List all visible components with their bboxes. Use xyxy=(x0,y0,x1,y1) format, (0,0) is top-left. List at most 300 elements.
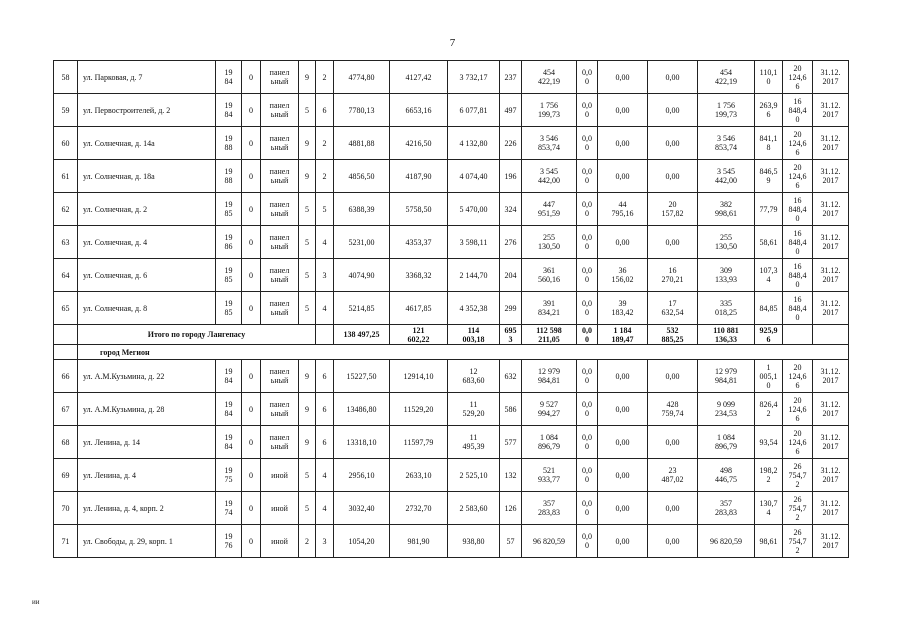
cell: 61 xyxy=(54,160,78,193)
cell: 5 xyxy=(299,459,316,492)
cell: 16 848,4 0 xyxy=(783,259,813,292)
cell: 0,00 xyxy=(598,459,648,492)
cell: 31.12. 2017 xyxy=(813,426,849,459)
cell: 19 84 xyxy=(216,393,242,426)
cell: 826,4 2 xyxy=(755,393,783,426)
cell: 9 xyxy=(299,393,316,426)
cell: 19 88 xyxy=(216,160,242,193)
cell: панел ьный xyxy=(261,360,299,393)
cell: 9 xyxy=(299,127,316,160)
cell: 1 084 896,79 xyxy=(698,426,755,459)
cell: 0,0 0 xyxy=(577,127,598,160)
cell: 65 xyxy=(54,292,78,325)
cell: 497 xyxy=(500,94,522,127)
cell: 5 xyxy=(299,193,316,226)
cell: 586 xyxy=(500,393,522,426)
cell: 31.12. 2017 xyxy=(813,94,849,127)
cell: 0 xyxy=(242,259,261,292)
housing-table xyxy=(53,60,849,558)
cell: 0 xyxy=(242,127,261,160)
cell: 9 xyxy=(299,160,316,193)
cell: 0,00 xyxy=(598,226,648,259)
cell: 13486,80 xyxy=(334,393,390,426)
cell: 20 124,6 6 xyxy=(783,160,813,193)
cell: 96 820,59 xyxy=(522,525,577,558)
cell: 2 xyxy=(316,127,334,160)
cell: 16 270,21 xyxy=(648,259,698,292)
cell: 0,00 xyxy=(648,226,698,259)
cell: 3 xyxy=(316,259,334,292)
table-row xyxy=(54,492,849,525)
address-cell: ул. Солнечная, д. 6 xyxy=(78,259,216,292)
cell: 19 84 xyxy=(216,360,242,393)
cell: 26 754,7 2 xyxy=(783,525,813,558)
cell: 0 xyxy=(242,459,261,492)
cell: 77,79 xyxy=(755,193,783,226)
table-row xyxy=(54,226,849,259)
cell: 11529,20 xyxy=(390,393,448,426)
cell: 6653,16 xyxy=(390,94,448,127)
cell: панел ьный xyxy=(261,127,299,160)
cell: панел ьный xyxy=(261,393,299,426)
cell: 96 820,59 xyxy=(698,525,755,558)
cell: 19 88 xyxy=(216,127,242,160)
cell: 0,00 xyxy=(648,127,698,160)
subtotal-label: Итого по городу Лангепасу xyxy=(78,325,316,345)
cell: 69 xyxy=(54,459,78,492)
cell: 39 183,42 xyxy=(598,292,648,325)
cell: 3368,32 xyxy=(390,259,448,292)
table-row xyxy=(54,525,849,558)
cell: 0,0 0 xyxy=(577,61,598,94)
address-cell: ул. Свободы, д. 29, корп. 1 xyxy=(78,525,216,558)
cell: 59 xyxy=(54,94,78,127)
cell: 0,0 0 xyxy=(577,360,598,393)
cell: 132 xyxy=(500,459,522,492)
cell: 112 598 211,05 xyxy=(522,325,577,345)
address-cell: ул. Солнечная, д. 8 xyxy=(78,292,216,325)
cell: 0,00 xyxy=(598,94,648,127)
cell: 0,00 xyxy=(598,426,648,459)
cell: 1 756 199,73 xyxy=(698,94,755,127)
cell: 107,3 4 xyxy=(755,259,783,292)
cell: 0,0 0 xyxy=(577,492,598,525)
cell: 0,00 xyxy=(598,360,648,393)
cell: 130,7 4 xyxy=(755,492,783,525)
cell: 309 133,93 xyxy=(698,259,755,292)
cell: 382 998,61 xyxy=(698,193,755,226)
cell: 361 560,16 xyxy=(522,259,577,292)
cell: 237 xyxy=(500,61,522,94)
cell: 68 xyxy=(54,426,78,459)
cell: 60 xyxy=(54,127,78,160)
address-cell: ул. Солнечная, д. 18а xyxy=(78,160,216,193)
cell: 31.12. 2017 xyxy=(813,459,849,492)
cell: 11 495,39 xyxy=(448,426,500,459)
cell: 36 156,02 xyxy=(598,259,648,292)
cell: 17 632,54 xyxy=(648,292,698,325)
cell: 98,61 xyxy=(755,525,783,558)
cell: 0,0 0 xyxy=(577,525,598,558)
cell: 2 xyxy=(316,61,334,94)
cell: 4774,80 xyxy=(334,61,390,94)
cell: 0,00 xyxy=(648,61,698,94)
cell: 204 xyxy=(500,259,522,292)
cell: 2732,70 xyxy=(390,492,448,525)
cell: 58 xyxy=(54,61,78,94)
cell: 3 545 442,00 xyxy=(698,160,755,193)
cell: 64 xyxy=(54,259,78,292)
cell: 0,00 xyxy=(648,525,698,558)
cell: 19 85 xyxy=(216,259,242,292)
cell: 0,00 xyxy=(648,426,698,459)
cell: 9 099 234,53 xyxy=(698,393,755,426)
cell: 695 3 xyxy=(500,325,522,345)
cell: 454 422,19 xyxy=(522,61,577,94)
cell: 226 xyxy=(500,127,522,160)
address-cell: ул. Ленина, д. 4 xyxy=(78,459,216,492)
cell: панел ьный xyxy=(261,193,299,226)
cell: 31.12. 2017 xyxy=(813,292,849,325)
cell: 0,0 0 xyxy=(577,393,598,426)
cell: 0 xyxy=(242,160,261,193)
table-row xyxy=(54,259,849,292)
cell: 110,1 0 xyxy=(755,61,783,94)
subtotal-row xyxy=(54,325,849,345)
cell: 19 75 xyxy=(216,459,242,492)
cell: 66 xyxy=(54,360,78,393)
cell: 3 546 853,74 xyxy=(698,127,755,160)
cell: 1 084 896,79 xyxy=(522,426,577,459)
cell: панел ьный xyxy=(261,426,299,459)
cell: панел ьный xyxy=(261,61,299,94)
cell: панел ьный xyxy=(261,94,299,127)
cell: 19 85 xyxy=(216,193,242,226)
cell: 0 xyxy=(242,393,261,426)
cell: 447 951,59 xyxy=(522,193,577,226)
cell: 62 xyxy=(54,193,78,226)
cell: 324 xyxy=(500,193,522,226)
table-row xyxy=(54,61,849,94)
cell: 1054,20 xyxy=(334,525,390,558)
cell: 5758,50 xyxy=(390,193,448,226)
cell: 11597,79 xyxy=(390,426,448,459)
cell: 2 525,10 xyxy=(448,459,500,492)
cell: 841,1 8 xyxy=(755,127,783,160)
address-cell: ул. Ленина, д. 4, корп. 2 xyxy=(78,492,216,525)
cell: 1 756 199,73 xyxy=(522,94,577,127)
cell: 0,0 0 xyxy=(577,426,598,459)
cell: 16 848,4 0 xyxy=(783,292,813,325)
cell: 12 683,60 xyxy=(448,360,500,393)
cell: 12914,10 xyxy=(390,360,448,393)
cell: 31.12. 2017 xyxy=(813,193,849,226)
cell: 12 979 984,81 xyxy=(522,360,577,393)
table-row xyxy=(54,393,849,426)
cell: 26 754,7 2 xyxy=(783,492,813,525)
cell: 0 xyxy=(242,61,261,94)
cell: 31.12. 2017 xyxy=(813,259,849,292)
cell: 2 144,70 xyxy=(448,259,500,292)
cell: 3 xyxy=(316,525,334,558)
cell: панел ьный xyxy=(261,259,299,292)
cell: 5 xyxy=(299,492,316,525)
cell: 31.12. 2017 xyxy=(813,393,849,426)
cell: 0,0 0 xyxy=(577,94,598,127)
cell: 6 xyxy=(316,393,334,426)
cell: 19 84 xyxy=(216,426,242,459)
cell: 0,00 xyxy=(648,492,698,525)
cell: 4 xyxy=(316,226,334,259)
cell: 0,00 xyxy=(648,160,698,193)
cell: 20 124,6 6 xyxy=(783,127,813,160)
cell: 121 602,22 xyxy=(390,325,448,345)
cell: 1 005,1 0 xyxy=(755,360,783,393)
cell: 0,0 0 xyxy=(577,325,598,345)
cell: 0 xyxy=(242,193,261,226)
cell: 5 xyxy=(299,94,316,127)
cell: 138 497,25 xyxy=(334,325,390,345)
table-row xyxy=(54,360,849,393)
cell: 0,0 0 xyxy=(577,292,598,325)
cell: 3032,40 xyxy=(334,492,390,525)
cell: 4 xyxy=(316,459,334,492)
cell: 4074,90 xyxy=(334,259,390,292)
cell: 6 xyxy=(316,360,334,393)
city-name: город Мегион xyxy=(78,345,849,360)
cell: 31.12. 2017 xyxy=(813,360,849,393)
cell: 454 422,19 xyxy=(698,61,755,94)
cell: 70 xyxy=(54,492,78,525)
cell: 577 xyxy=(500,426,522,459)
cell: 4 xyxy=(316,492,334,525)
cell: 4617,85 xyxy=(390,292,448,325)
cell: 3 732,17 xyxy=(448,61,500,94)
cell: 31.12. 2017 xyxy=(813,492,849,525)
cell: 0,0 0 xyxy=(577,160,598,193)
cell: 23 487,02 xyxy=(648,459,698,492)
cell: 498 446,75 xyxy=(698,459,755,492)
cell: 16 848,4 0 xyxy=(783,94,813,127)
cell: 4216,50 xyxy=(390,127,448,160)
cell: 532 885,25 xyxy=(648,325,698,345)
footer-mark: ии xyxy=(32,598,40,606)
cell: панел ьный xyxy=(261,160,299,193)
cell: 7780,13 xyxy=(334,94,390,127)
cell: 198,2 2 xyxy=(755,459,783,492)
table-row xyxy=(54,459,849,492)
cell: 4 132,80 xyxy=(448,127,500,160)
cell: 19 74 xyxy=(216,492,242,525)
address-cell: ул. Солнечная, д. 14а xyxy=(78,127,216,160)
cell: 67 xyxy=(54,393,78,426)
cell: 1 184 189,47 xyxy=(598,325,648,345)
cell: 0,0 0 xyxy=(577,193,598,226)
cell: 2633,10 xyxy=(390,459,448,492)
table-subtotal xyxy=(54,325,849,360)
cell: 16 848,4 0 xyxy=(783,226,813,259)
cell: 632 xyxy=(500,360,522,393)
page-number: 7 xyxy=(449,37,456,49)
cell: 31.12. 2017 xyxy=(813,226,849,259)
cell: 981,90 xyxy=(390,525,448,558)
cell: 84,85 xyxy=(755,292,783,325)
cell: 19 86 xyxy=(216,226,242,259)
cell: иной xyxy=(261,492,299,525)
address-cell: ул. Солнечная, д. 2 xyxy=(78,193,216,226)
cell: 16 848,4 0 xyxy=(783,193,813,226)
address-cell: ул. Ленина, д. 14 xyxy=(78,426,216,459)
cell: 0,0 0 xyxy=(577,259,598,292)
cell: иной xyxy=(261,459,299,492)
cell: 0 xyxy=(242,525,261,558)
cell: 5 xyxy=(316,193,334,226)
cell: 0 xyxy=(242,360,261,393)
address-cell: ул. Солнечная, д. 4 xyxy=(78,226,216,259)
cell: 357 283,83 xyxy=(522,492,577,525)
cell: 925,9 6 xyxy=(755,325,783,345)
cell: 20 124,6 6 xyxy=(783,393,813,426)
cell: 335 018,25 xyxy=(698,292,755,325)
table-row xyxy=(54,94,849,127)
cell: 2956,10 xyxy=(334,459,390,492)
cell: 58,61 xyxy=(755,226,783,259)
table-row xyxy=(54,426,849,459)
cell: 521 933,77 xyxy=(522,459,577,492)
cell: 5 xyxy=(299,259,316,292)
cell: 126 xyxy=(500,492,522,525)
table-body-megion xyxy=(54,360,849,558)
cell: 0,0 0 xyxy=(577,226,598,259)
cell: 13318,10 xyxy=(334,426,390,459)
address-cell: ул. А.М.Кузьмина, д. 22 xyxy=(78,360,216,393)
cell: 299 xyxy=(500,292,522,325)
cell: 3 598,11 xyxy=(448,226,500,259)
cell: 114 003,18 xyxy=(448,325,500,345)
cell: 44 795,16 xyxy=(598,193,648,226)
cell: 31.12. 2017 xyxy=(813,61,849,94)
cell: 357 283,83 xyxy=(698,492,755,525)
cell: 196 xyxy=(500,160,522,193)
cell: 263,9 6 xyxy=(755,94,783,127)
cell: 0,0 0 xyxy=(577,459,598,492)
cell: 71 xyxy=(54,525,78,558)
cell: 15227,50 xyxy=(334,360,390,393)
cell: 20 157,82 xyxy=(648,193,698,226)
cell: 938,80 xyxy=(448,525,500,558)
cell: иной xyxy=(261,525,299,558)
table-row xyxy=(54,127,849,160)
cell: 9 xyxy=(299,61,316,94)
cell: 26 754,7 2 xyxy=(783,459,813,492)
cell: 5214,85 xyxy=(334,292,390,325)
cell: 4 074,40 xyxy=(448,160,500,193)
cell: 4187,90 xyxy=(390,160,448,193)
cell: 846,5 9 xyxy=(755,160,783,193)
cell: 4 352,38 xyxy=(448,292,500,325)
cell: 6388,39 xyxy=(334,193,390,226)
cell: 2 xyxy=(316,160,334,193)
table-row xyxy=(54,160,849,193)
cell: 0,00 xyxy=(598,160,648,193)
cell: 110 881 136,33 xyxy=(698,325,755,345)
cell: 6 xyxy=(316,426,334,459)
cell: 57 xyxy=(500,525,522,558)
address-cell: ул. А.М.Кузьмина, д. 28 xyxy=(78,393,216,426)
cell: 20 124,6 6 xyxy=(783,360,813,393)
cell: 9 xyxy=(299,426,316,459)
cell: 19 85 xyxy=(216,292,242,325)
address-cell: ул. Парковая, д. 7 xyxy=(78,61,216,94)
cell: 31.12. 2017 xyxy=(813,127,849,160)
cell: 0 xyxy=(242,426,261,459)
cell: 93,54 xyxy=(755,426,783,459)
cell: 19 84 xyxy=(216,94,242,127)
cell: 6 077,81 xyxy=(448,94,500,127)
cell: 0 xyxy=(242,226,261,259)
city-header-row xyxy=(54,345,849,360)
cell: 0,00 xyxy=(598,492,648,525)
cell: 2 583,60 xyxy=(448,492,500,525)
cell: 3 545 442,00 xyxy=(522,160,577,193)
cell: 391 834,21 xyxy=(522,292,577,325)
cell: 276 xyxy=(500,226,522,259)
cell: 0 xyxy=(242,492,261,525)
address-cell: ул. Первостроителей, д. 2 xyxy=(78,94,216,127)
cell: 0,00 xyxy=(598,127,648,160)
table-row xyxy=(54,292,849,325)
cell: 9 527 994,27 xyxy=(522,393,577,426)
table-body-langepas xyxy=(54,61,849,325)
cell: 0,00 xyxy=(598,393,648,426)
cell: панел ьный xyxy=(261,226,299,259)
cell: 63 xyxy=(54,226,78,259)
cell: 0,00 xyxy=(598,61,648,94)
cell: 5231,00 xyxy=(334,226,390,259)
cell: 4881,88 xyxy=(334,127,390,160)
cell: 31.12. 2017 xyxy=(813,525,849,558)
cell: 4353,37 xyxy=(390,226,448,259)
cell: 5 xyxy=(299,226,316,259)
cell: 255 130,50 xyxy=(698,226,755,259)
table-row xyxy=(54,193,849,226)
cell: 0,00 xyxy=(648,360,698,393)
cell: 19 76 xyxy=(216,525,242,558)
cell: 0 xyxy=(242,292,261,325)
cell: панел ьный xyxy=(261,292,299,325)
cell: 9 xyxy=(299,360,316,393)
cell: 4856,50 xyxy=(334,160,390,193)
cell: 20 124,6 6 xyxy=(783,426,813,459)
cell: 12 979 984,81 xyxy=(698,360,755,393)
cell: 0 xyxy=(242,94,261,127)
cell: 0,00 xyxy=(648,94,698,127)
cell: 2 xyxy=(299,525,316,558)
cell: 428 759,74 xyxy=(648,393,698,426)
cell: 4 xyxy=(316,292,334,325)
cell: 20 124,6 6 xyxy=(783,61,813,94)
cell: 5 xyxy=(299,292,316,325)
cell: 31.12. 2017 xyxy=(813,160,849,193)
cell: 3 546 853,74 xyxy=(522,127,577,160)
cell: 6 xyxy=(316,94,334,127)
cell: 0,00 xyxy=(598,525,648,558)
cell: 19 84 xyxy=(216,61,242,94)
cell: 11 529,20 xyxy=(448,393,500,426)
cell: 255 130,50 xyxy=(522,226,577,259)
cell: 5 470,00 xyxy=(448,193,500,226)
cell: 4127,42 xyxy=(390,61,448,94)
